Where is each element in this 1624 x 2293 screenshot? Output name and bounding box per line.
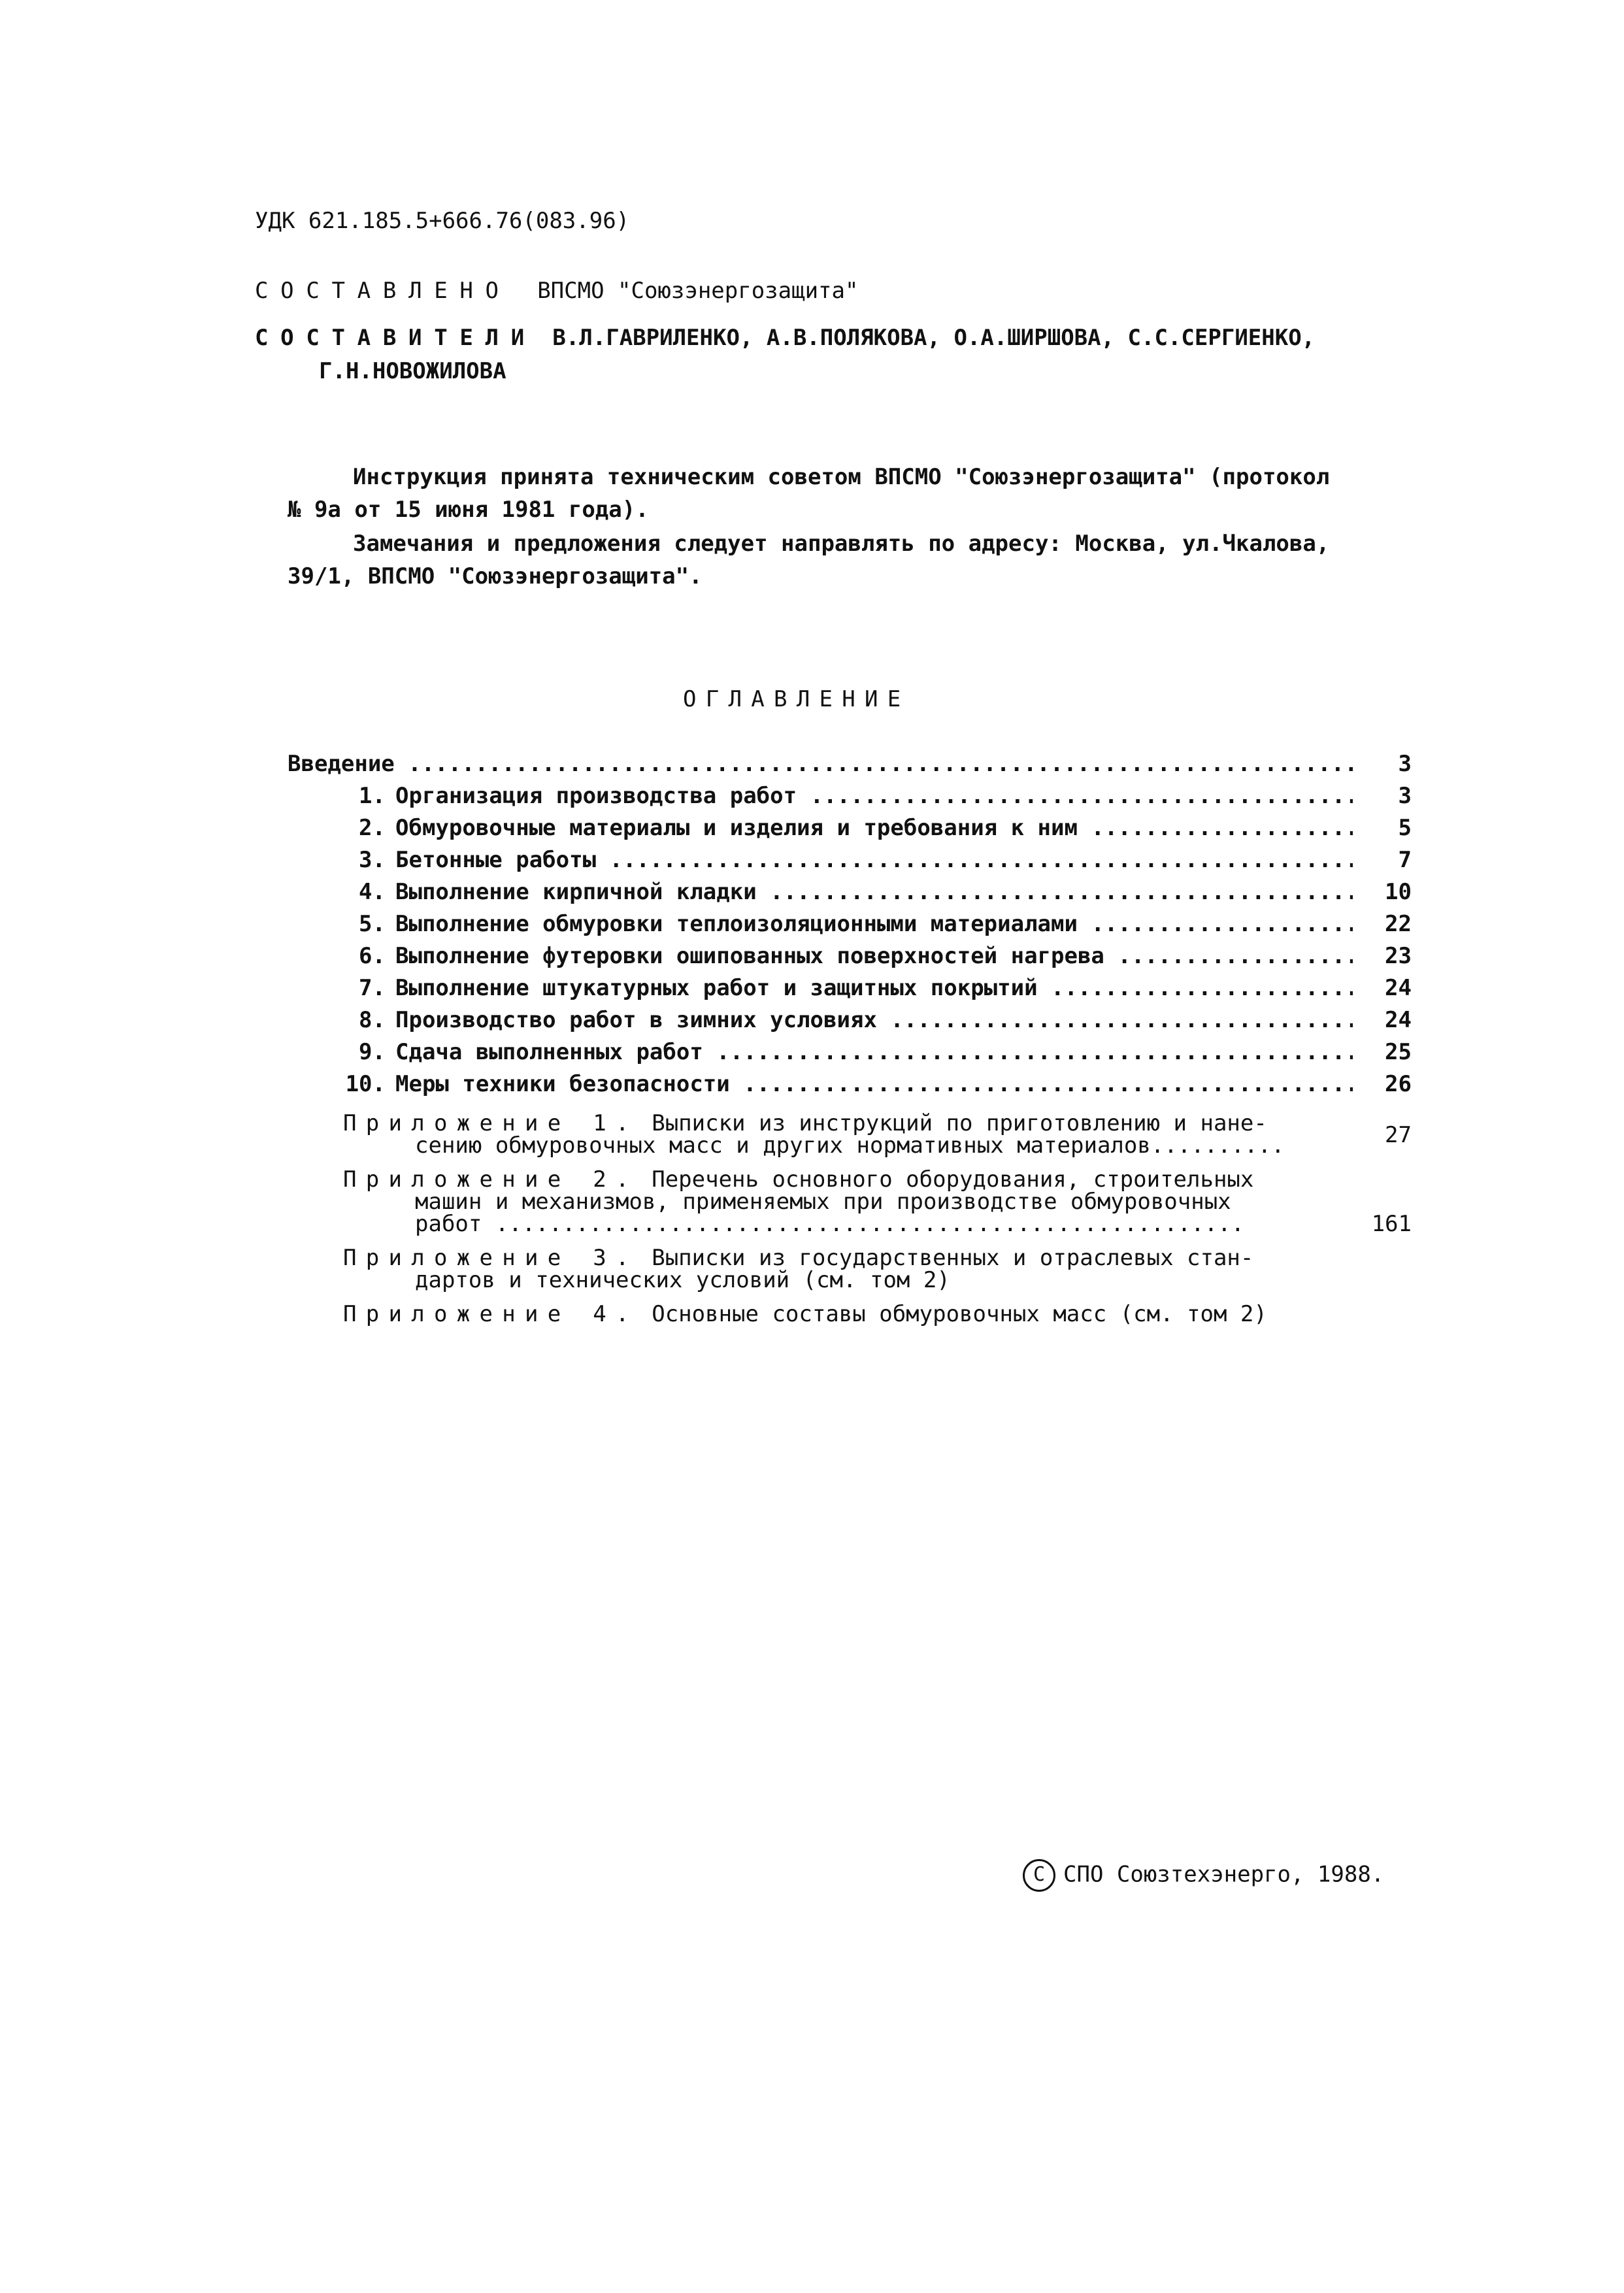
note-paragraph-2-line-2: 39/1, ВПСМО "Союзэнергозащита".	[288, 563, 703, 589]
authors-names: В.Л.ГАВРИЛЕНКО, А.В.ПОЛЯКОВА, О.А.ШИРШОВА, С.С.СЕРГИЕНКО,	[552, 325, 1316, 351]
toc-title: Обмуровочные материалы и изделия и требования к ним .....	[395, 812, 1353, 844]
toc-appendix-4[interactable]	[343, 1303, 1412, 1325]
authors-line-1	[255, 325, 1315, 351]
toc-number: 4.	[359, 879, 386, 905]
toc-page: 161	[1371, 1211, 1412, 1237]
appendix-line: работ ........................................................	[415, 1211, 1245, 1237]
toc-appendix-2[interactable]	[343, 1168, 1412, 1235]
toc-page: 5	[1398, 815, 1412, 841]
toc-number: 10.	[345, 1071, 386, 1097]
note-paragraph-1-line-2: № 9а от 15 июня 1981 года).	[288, 497, 649, 523]
toc-title: Организация производства работ .....	[395, 780, 1353, 812]
appendix-label: Приложение 1.	[343, 1110, 638, 1136]
toc-page: 24	[1385, 975, 1412, 1001]
toc-title: Введение .....	[288, 748, 1353, 780]
toc-page: 25	[1385, 1039, 1412, 1065]
toc-number: 2.	[359, 815, 386, 841]
toc-page: 10	[1385, 879, 1412, 905]
toc-number: 8.	[359, 1007, 386, 1033]
compiled-value: ВПСМО "Союзэнергозащита"	[537, 278, 859, 304]
udk-code: УДК 621.185.5+666.76(083.96)	[255, 208, 630, 234]
toc-row-3[interactable]	[288, 844, 1412, 876]
toc-row-1[interactable]	[288, 780, 1412, 812]
toc-page: 27	[1385, 1122, 1412, 1148]
compiled-label: СОСТАВЛЕНО	[255, 278, 511, 304]
toc-title: Выполнение штукатурных работ и защитных покрытий .....	[395, 972, 1353, 1004]
toc-page: 26	[1385, 1071, 1412, 1097]
appendix-line: дартов и технических условий (см. том 2)	[415, 1267, 950, 1293]
copyright	[1023, 1859, 1384, 1892]
toc-number: 7.	[359, 975, 386, 1001]
toc-row-6[interactable]	[288, 940, 1412, 972]
toc-row-8[interactable]	[288, 1004, 1412, 1036]
appendix-line: машин и механизмов, применяемых при производстве обмуровочных	[415, 1189, 1231, 1215]
toc-row-2[interactable]	[288, 812, 1412, 844]
toc-page: 3	[1398, 783, 1412, 809]
toc-title: Выполнение кирпичной кладки .....	[395, 876, 1353, 908]
toc-row-10[interactable]	[288, 1068, 1412, 1100]
compiled-by	[255, 278, 858, 304]
toc-number: 9.	[359, 1039, 386, 1065]
appendix-line: Перечень основного оборудования, строительных	[652, 1166, 1254, 1193]
appendix-label: Приложение 3.	[343, 1245, 638, 1271]
toc-page: 22	[1385, 911, 1412, 937]
appendix-line: сению обмуровочных масс и других нормативных материалов..........	[415, 1132, 1285, 1159]
toc-row-4[interactable]	[288, 876, 1412, 908]
toc-heading: ОГЛАВЛЕНИЕ	[683, 686, 910, 712]
toc-row-intro[interactable]	[288, 748, 1412, 780]
toc-page: 3	[1398, 751, 1412, 777]
toc-title: Выполнение обмуровки теплоизоляционными материалами .....	[395, 908, 1353, 940]
toc-number: 3.	[359, 847, 386, 873]
toc-title: Меры техники безопасности .....	[395, 1068, 1353, 1100]
toc-page: 24	[1385, 1007, 1412, 1033]
toc-number: 6.	[359, 943, 386, 969]
authors-label: СОСТАВИТЕЛИ	[255, 325, 537, 351]
toc-number: 1.	[359, 783, 386, 809]
toc-page: 23	[1385, 943, 1412, 969]
copyright-text: СПО Союзтехэнерго, 1988.	[1063, 1861, 1385, 1888]
table-of-contents	[288, 748, 1412, 1325]
toc-title: Бетонные работы .....	[395, 844, 1353, 876]
toc-row-5[interactable]	[288, 908, 1412, 940]
toc-title: Сдача выполненных работ .....	[395, 1036, 1353, 1068]
toc-title: Выполнение футеровки ошипованных поверхностей нагрева .....	[395, 940, 1353, 972]
toc-number: 5.	[359, 911, 386, 937]
appendix-line: Основные составы обмуровочных масс (см. том 2)	[652, 1301, 1267, 1327]
appendix-label: Приложение 2.	[343, 1166, 638, 1193]
toc-title: Производство работ в зимних условиях .....	[395, 1004, 1353, 1036]
toc-row-9[interactable]	[288, 1036, 1412, 1068]
note-paragraph-1-line-1: Инструкция принята техническим советом ВПСМО "Союзэнергозащита" (протокол	[353, 464, 1330, 490]
toc-appendix-1[interactable]	[343, 1112, 1412, 1157]
appendix-line: Выписки из инструкций по приготовлению и нане-	[652, 1110, 1267, 1136]
toc-row-7[interactable]	[288, 972, 1412, 1004]
authors-line-2: Г.Н.НОВОЖИЛОВА	[319, 358, 506, 384]
appendix-line: Выписки из государственных и отраслевых стан-	[652, 1245, 1254, 1271]
appendix-label: Приложение 4.	[343, 1301, 638, 1327]
toc-appendix-3[interactable]	[343, 1247, 1412, 1291]
toc-page: 7	[1398, 847, 1412, 873]
copyright-icon: С	[1023, 1859, 1055, 1892]
note-paragraph-2-line-1: Замечания и предложения следует направлять по адресу: Москва, ул.Чкалова,	[353, 531, 1330, 557]
